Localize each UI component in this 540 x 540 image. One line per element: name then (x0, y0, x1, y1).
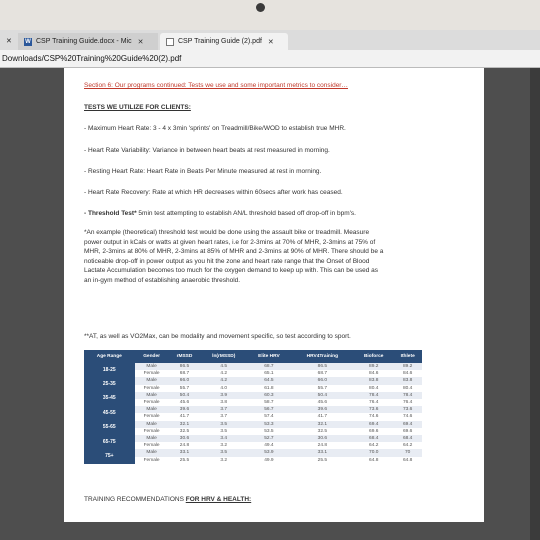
value-cell: 3.5 (200, 428, 247, 435)
value-cell: 70.0 (354, 449, 393, 456)
webcam (256, 3, 265, 12)
pdf-viewer (0, 68, 540, 540)
value-cell: 39.6 (291, 406, 354, 413)
age-range-cell: 65-75 (84, 435, 135, 449)
table-row (84, 435, 422, 442)
value-cell: 32.1 (169, 421, 201, 428)
tests-heading: TESTS WE UTILIZE FOR CLIENTS: (84, 104, 191, 111)
value-cell: 74.6 (354, 413, 393, 420)
value-cell: 60.3 (247, 392, 290, 399)
table-row (84, 449, 422, 456)
value-cell: 50.4 (291, 392, 354, 399)
value-cell: 4.5 (200, 363, 247, 370)
close-icon[interactable]: ✕ (137, 38, 144, 46)
value-cell: 49.4 (247, 442, 290, 449)
close-icon[interactable]: ✕ (6, 38, 12, 45)
value-cell: 89.2 (393, 363, 422, 370)
value-cell: 53.9 (247, 449, 290, 456)
value-cell: 73.6 (354, 406, 393, 413)
table-row (84, 442, 422, 449)
value-cell: 53.3 (247, 421, 290, 428)
at-note: **AT, as well as VO2Max, can be modality and movement specific, so test according to sport. (84, 333, 351, 340)
value-cell: 3.9 (200, 392, 247, 399)
value-cell: 3.2 (200, 457, 247, 464)
value-cell: 76.4 (354, 399, 393, 406)
table-header-row (84, 350, 422, 363)
value-cell: 78.4 (393, 392, 422, 399)
value-cell: 33.1 (291, 449, 354, 456)
column-header: rMSSD (169, 350, 201, 363)
value-cell: 68.4 (393, 435, 422, 442)
value-cell: 25.5 (291, 457, 354, 464)
gender-cell: Female (135, 413, 169, 420)
gender-cell: Female (135, 428, 169, 435)
close-icon[interactable]: ✕ (267, 38, 274, 46)
value-cell: 80.4 (393, 385, 422, 392)
value-cell: 83.8 (354, 377, 393, 384)
value-cell: 64.8 (393, 457, 422, 464)
value-cell: 78.4 (354, 392, 393, 399)
value-cell: 69.6 (354, 428, 393, 435)
value-cell: 69.4 (354, 421, 393, 428)
value-cell: 69.4 (393, 421, 422, 428)
threshold-text: 5min test attempting to establish AN/L threshold based off drop-off in bpm's. (136, 210, 356, 217)
value-cell: 64.8 (354, 457, 393, 464)
note-line: noticeable drop-off in power output as you hit the zone and heart rate range that the Onset of Blood (84, 257, 370, 265)
value-cell: 58.7 (247, 399, 290, 406)
bottom-heading (84, 496, 251, 503)
section-heading: Section 6: Our programs continued: Tests we use and some important metrics to consider… (84, 82, 348, 89)
value-cell: 30.6 (291, 435, 354, 442)
laptop-bezel (0, 0, 540, 30)
value-cell: 3.4 (200, 435, 247, 442)
value-cell: 86.5 (291, 363, 354, 370)
note-line: Lactate Accumulation becomes too much for the oxygen demand to keep up with. This can be used as (84, 267, 379, 274)
value-cell: 68.7 (291, 370, 354, 377)
value-cell: 68.4 (354, 435, 393, 442)
value-cell: 32.5 (169, 428, 201, 435)
address-bar[interactable] (0, 50, 540, 68)
url-text[interactable]: Downloads/CSP%20Training%20Guide%20(2).pdf (2, 54, 182, 63)
value-cell: 80.4 (354, 385, 393, 392)
value-cell: 49.9 (247, 457, 290, 464)
table-row (84, 370, 422, 377)
value-cell: 69.6 (393, 428, 422, 435)
value-cell: 74.6 (393, 413, 422, 420)
value-cell: 84.6 (354, 370, 393, 377)
age-range-cell: 55-65 (84, 421, 135, 435)
word-icon: W (25, 38, 31, 45)
column-header: Ithlete (393, 350, 422, 363)
note-line: power output in kCals or watts at given heart rates, i.e for 2-3mins at 70% of MHR, 2-3mins at 75% of (84, 238, 376, 246)
column-header: HRV4Training (291, 350, 354, 363)
value-cell: 3.7 (200, 413, 247, 420)
value-cell: 55.7 (169, 385, 201, 392)
table-row (84, 457, 422, 464)
age-range-cell: 35-45 (84, 392, 135, 406)
gender-cell: Female (135, 457, 169, 464)
value-cell: 30.6 (169, 435, 201, 442)
gender-cell: Female (135, 370, 169, 377)
pdf-icon (166, 38, 174, 46)
value-cell: 45.6 (169, 399, 201, 406)
value-cell: 3.5 (200, 449, 247, 456)
tab-bar (0, 30, 540, 50)
tab-pdf[interactable] (160, 33, 288, 50)
test-item: - Heart Rate Variability: Variance in between heart beats at rest measured in morning. (84, 147, 330, 154)
value-cell: 73.6 (393, 406, 422, 413)
value-cell: 89.2 (354, 363, 393, 370)
value-cell: 83.8 (393, 377, 422, 384)
age-range-cell: 45-55 (84, 406, 135, 420)
note-line: *An example (theoretical) threshold test would be done using the assault bike or treadmill. Measure (84, 229, 370, 236)
table-row (84, 428, 422, 435)
value-cell: 66.0 (291, 377, 354, 384)
test-item: - Maximum Heart Rate: 3 - 4 x 3min 'sprints' on Treadmill/Bike/WOD to establish true MHR. (84, 125, 346, 132)
threshold-test-item (84, 210, 356, 217)
tab-word-doc[interactable] (18, 33, 158, 50)
value-cell: 57.4 (247, 413, 290, 420)
screen (0, 30, 540, 540)
value-cell: 56.7 (247, 406, 290, 413)
value-cell: 76.4 (393, 399, 422, 406)
table-row (84, 392, 422, 399)
table-row (84, 399, 422, 406)
hrv-norms-table (84, 350, 422, 464)
value-cell: 61.8 (247, 385, 290, 392)
table-row (84, 377, 422, 384)
column-header: Age Range (84, 350, 135, 363)
table-row (84, 413, 422, 420)
gender-cell: Male (135, 435, 169, 442)
value-cell: 24.8 (291, 442, 354, 449)
value-cell: 41.7 (291, 413, 354, 420)
table-row (84, 406, 422, 413)
threshold-note (84, 228, 429, 285)
value-cell: 3.5 (200, 421, 247, 428)
value-cell: 32.5 (291, 428, 354, 435)
age-range-cell: 18-25 (84, 363, 135, 377)
gender-cell: Female (135, 442, 169, 449)
note-line: an in-gym method of establishing anaerobic threshold. (84, 276, 241, 284)
gender-cell: Female (135, 385, 169, 392)
gender-cell: Male (135, 392, 169, 399)
value-cell: 68.7 (247, 363, 290, 370)
value-cell: 39.6 (169, 406, 201, 413)
gender-cell: Male (135, 377, 169, 384)
value-cell: 52.7 (247, 435, 290, 442)
value-cell: 4.0 (200, 385, 247, 392)
value-cell: 65.1 (247, 370, 290, 377)
value-cell: 4.2 (200, 370, 247, 377)
value-cell: 32.1 (291, 421, 354, 428)
value-cell: 66.0 (169, 377, 201, 384)
column-header: Gender (135, 350, 169, 363)
threshold-label: - Threshold Test* (84, 210, 137, 217)
test-item: - Resting Heart Rate: Heart Rate in Beats Per Minute measured at rest in morning. (84, 168, 322, 175)
table-body (84, 363, 422, 464)
note-line: MHR, 2-3mins at 80% of MHR, 2-3mins at 85% of MHR and 2-3mins at 90% of MHR. There should be a (84, 248, 384, 255)
column-header: Elite HRV (247, 350, 290, 363)
value-cell: 86.5 (169, 363, 201, 370)
value-cell: 33.1 (169, 449, 201, 456)
table-row (84, 385, 422, 392)
age-range-cell: 25-35 (84, 377, 135, 391)
value-cell: 24.8 (169, 442, 201, 449)
scrollbar[interactable] (530, 68, 540, 540)
value-cell: 55.7 (291, 385, 354, 392)
value-cell: 45.6 (291, 399, 354, 406)
bottom-heading-bold: FOR HRV & HEALTH: (185, 496, 252, 503)
test-item: - Heart Rate Recovery: Rate at which HR decreases within 60secs after work has ceased. (84, 189, 343, 196)
pdf-page (64, 68, 484, 522)
value-cell: 3.7 (200, 406, 247, 413)
bottom-heading-prefix: TRAINING RECOMMENDATIONS (84, 496, 186, 503)
gender-cell: Female (135, 399, 169, 406)
gender-cell: Male (135, 363, 169, 370)
gender-cell: Male (135, 449, 169, 456)
tab-title: CSP Training Guide (2).pdf (178, 38, 262, 45)
value-cell: 41.7 (169, 413, 201, 420)
value-cell: 84.6 (393, 370, 422, 377)
value-cell: 64.2 (393, 442, 422, 449)
age-range-cell: 75+ (84, 449, 135, 463)
value-cell: 4.2 (200, 377, 247, 384)
column-header: ln(rMSSD) (200, 350, 247, 363)
gender-cell: Male (135, 421, 169, 428)
value-cell: 3.2 (200, 442, 247, 449)
tab-title: CSP Training Guide.docx - Mic (36, 38, 132, 45)
value-cell: 64.2 (354, 442, 393, 449)
value-cell: 68.7 (169, 370, 201, 377)
value-cell: 70 (393, 449, 422, 456)
column-header: Bioforce (354, 350, 393, 363)
value-cell: 3.8 (200, 399, 247, 406)
gender-cell: Male (135, 406, 169, 413)
table-row (84, 421, 422, 428)
value-cell: 53.5 (247, 428, 290, 435)
value-cell: 64.5 (247, 377, 290, 384)
value-cell: 50.4 (169, 392, 201, 399)
value-cell: 25.5 (169, 457, 201, 464)
table-row (84, 363, 422, 370)
